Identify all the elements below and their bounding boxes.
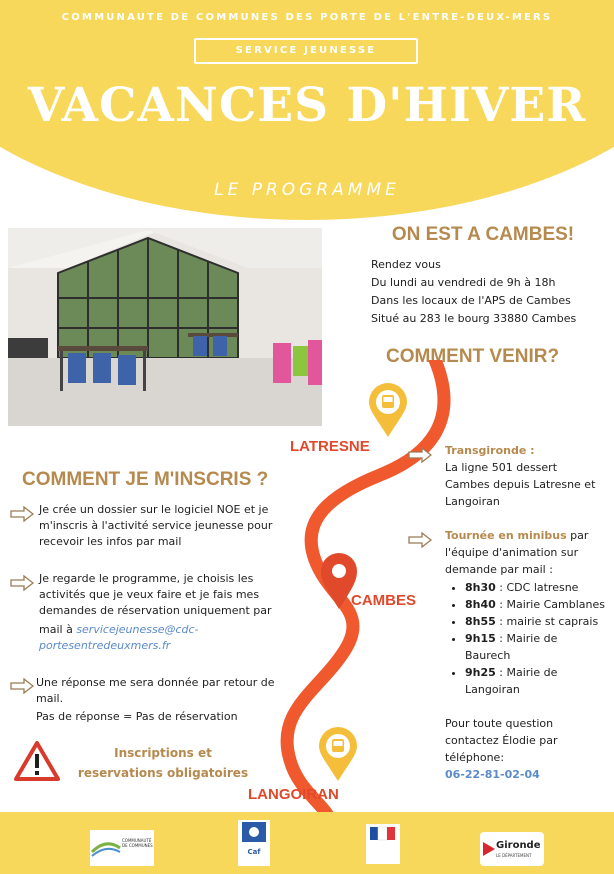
right-arrow-icon bbox=[10, 506, 34, 522]
bus-stop-pin-icon bbox=[318, 726, 358, 782]
registration-step-line: m'inscris à l'activité service jeunesse pour bbox=[39, 519, 273, 532]
minibus-stops-list bbox=[445, 579, 605, 698]
right-arrow-icon bbox=[10, 678, 34, 694]
bus-stop-pin-icon bbox=[368, 382, 408, 438]
transgironde-line: La ligne 501 dessert bbox=[445, 461, 558, 474]
map-label-langoiran: LANGOIRAN bbox=[248, 786, 339, 803]
registration-step-line: Pas de réponse = Pas de réservation bbox=[36, 710, 238, 723]
transgironde-title: Transgironde : bbox=[445, 444, 535, 457]
location-line: Rendez vous bbox=[371, 258, 441, 271]
location-line: Du lundi au vendredi de 9h à 18h bbox=[371, 276, 556, 289]
page-title: VACANCES D'HIVER bbox=[27, 78, 587, 133]
list-item: • 8h55 : mairie st caprais bbox=[465, 613, 605, 630]
email-link[interactable]: servicejeunesse@cdc- bbox=[76, 623, 199, 636]
contact-line: contactez Élodie par bbox=[445, 734, 558, 747]
transgironde-line: Langoiran bbox=[445, 495, 500, 508]
minibus-title: Tournée en minibus par bbox=[445, 529, 589, 542]
list-item: • 9h25 : Mairie de Langoiran bbox=[465, 664, 605, 698]
email-link[interactable]: portesentredeuxmers.fr bbox=[39, 639, 171, 652]
warning-text: reservations obligatoires bbox=[77, 766, 249, 780]
contact-line: téléphone: bbox=[445, 751, 505, 764]
contact-line: Pour toute question bbox=[445, 717, 554, 730]
gironde-logo: Gironde LE DÉPARTEMENT bbox=[480, 832, 544, 866]
how-to-come-heading: COMMENT VENIR? bbox=[386, 346, 560, 367]
organization-name: COMMUNAUTE DE COMMUNES DES PORTE DE L'ENTRE-DEUX-MERS bbox=[61, 12, 553, 23]
warning-text: Inscriptions et bbox=[114, 746, 212, 760]
registration-step-line: activités que je veux faire et je fais mes bbox=[39, 588, 260, 601]
transgironde-line: Cambes depuis Latresne et bbox=[445, 478, 596, 491]
list-item: • 9h15 : Mairie de Baurech bbox=[465, 630, 605, 664]
registration-step-line: Je regarde le programme, je choisis les bbox=[39, 572, 254, 585]
registration-step-line: demandes de réservation uniquement par bbox=[39, 604, 272, 617]
minibus-line: l'équipe d'animation sur bbox=[445, 546, 579, 559]
right-arrow-icon bbox=[10, 575, 34, 591]
list-item: • 8h30 : CDC latresne bbox=[465, 579, 605, 596]
contact-phone[interactable]: 06-22-81-02-04 bbox=[445, 768, 540, 781]
location-line: Situé au 283 le bourg 33880 Cambes bbox=[371, 312, 577, 325]
registration-email-line: mail à servicejeunesse@cdc- bbox=[39, 623, 199, 636]
cdc-logo: COMMUNAUTÉ DE COMMUNES bbox=[90, 830, 154, 866]
map-label-cambes: CAMBES bbox=[351, 592, 417, 609]
list-item: • 8h40 : Mairie Camblanes bbox=[465, 596, 605, 613]
registration-step-line: mail. bbox=[36, 692, 64, 705]
registration-step-line: recevoir les infos par mail bbox=[39, 535, 182, 548]
location-heading: ON EST A CAMBES! bbox=[391, 224, 575, 245]
registration-step-line: Je crée un dossier sur le logiciel NOE et je bbox=[39, 503, 269, 516]
service-label: SERVICE JEUNESSE bbox=[194, 38, 418, 64]
registration-heading: COMMENT JE M'INSCRIS ? bbox=[22, 469, 269, 490]
right-arrow-icon bbox=[408, 447, 432, 463]
prefecture-logo bbox=[366, 824, 400, 864]
caf-logo: Caf bbox=[238, 820, 270, 866]
right-arrow-icon bbox=[408, 532, 432, 548]
minibus-line: demande par mail : bbox=[445, 563, 553, 576]
page-subtitle: LE PROGRAMME bbox=[214, 180, 400, 200]
location-line: Dans les locaux de l'APS de Cambes bbox=[371, 294, 571, 307]
warning-icon bbox=[14, 740, 60, 782]
registration-step-line: Une réponse me sera donnée par retour de bbox=[36, 676, 275, 689]
map-label-latresne: LATRESNE bbox=[290, 438, 370, 455]
